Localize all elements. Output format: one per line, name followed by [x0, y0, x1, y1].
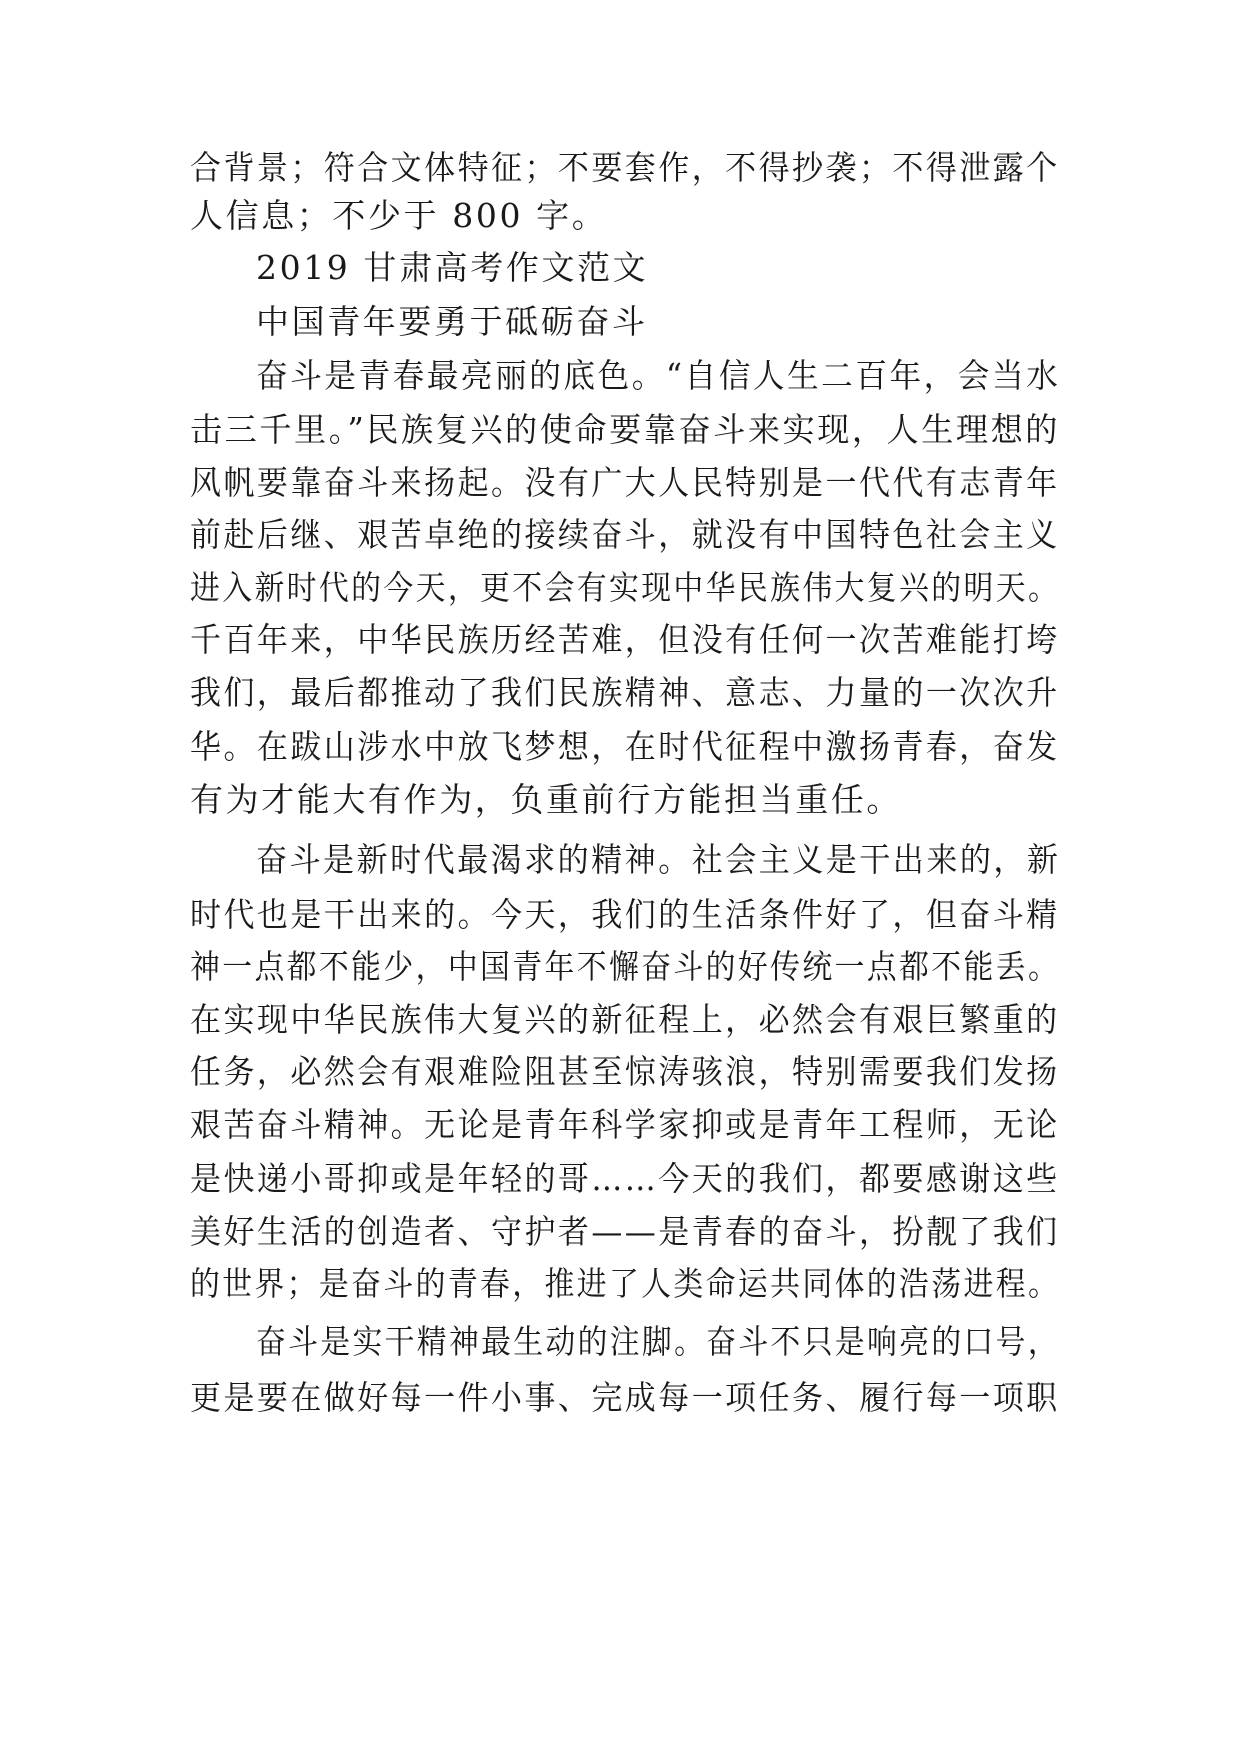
text-line: 华。在跋山涉水中放飞梦想，在时代征程中激扬青春，奋发: [190, 727, 1060, 766]
text-line: 的世界；是奋斗的青春，推进了人类命运共同体的浩荡进程。: [190, 1264, 1061, 1303]
text-line: 奋斗是青春最亮丽的底色。“自信人生二百年，会当水: [256, 356, 1061, 395]
text-line: 进入新时代的今天，更不会有实现中华民族伟大复兴的明天。: [190, 568, 1061, 607]
text-line: 时代也是干出来的。今天，我们的生活条件好了，但奋斗精: [190, 895, 1060, 934]
text-line: 人信息；不少于 800 字。: [190, 196, 608, 235]
text-line: 在实现中华民族伟大复兴的新征程上，必然会有艰巨繁重的: [190, 1000, 1060, 1039]
text-line: 艰苦奋斗精神。无论是青年科学家抑或是青年工程师，无论: [190, 1105, 1060, 1144]
text-line: 是快递小哥抑或是年轻的哥……今天的我们，都要感谢这些: [190, 1159, 1060, 1198]
text-line: 奋斗是实干精神最生动的注脚。奋斗不只是响亮的口号，: [256, 1322, 1060, 1361]
text-line: 奋斗是新时代最渴求的精神。社会主义是干出来的，新: [256, 840, 1061, 879]
text-line: 任务，必然会有艰难险阻甚至惊涛骇浪，特别需要我们发扬: [190, 1052, 1060, 1091]
text-line: 合背景；符合文体特征；不要套作，不得抄袭；不得泄露个: [190, 148, 1060, 187]
essay-heading: 2019 甘肃高考作文范文: [256, 248, 649, 287]
essay-title: 中国青年要勇于砥砺奋斗: [256, 302, 648, 341]
text-line: 我们，最后都推动了我们民族精神、意志、力量的一次次升: [190, 673, 1060, 712]
text-line: 有为才能大有作为，负重前行方能担当重任。: [190, 780, 902, 819]
text-line: 美好生活的创造者、守护者——是青春的奋斗，扮靓了我们: [190, 1212, 1060, 1251]
text-line: 风帆要靠奋斗来扬起。没有广大人民特别是一代代有志青年: [190, 463, 1060, 502]
text-line: 更是要在做好每一件小事、完成每一项任务、履行每一项职: [190, 1378, 1060, 1417]
text-line: 千百年来，中华民族历经苦难，但没有任何一次苦难能打垮: [190, 620, 1060, 659]
text-line: 前赴后继、艰苦卓绝的接续奋斗，就没有中国特色社会主义: [190, 515, 1060, 554]
text-line: 击三千里。”民族复兴的使命要靠奋斗来实现，人生理想的: [190, 410, 1060, 449]
text-line: 神一点都不能少，中国青年不懈奋斗的好传统一点都不能丢。: [190, 947, 1061, 986]
